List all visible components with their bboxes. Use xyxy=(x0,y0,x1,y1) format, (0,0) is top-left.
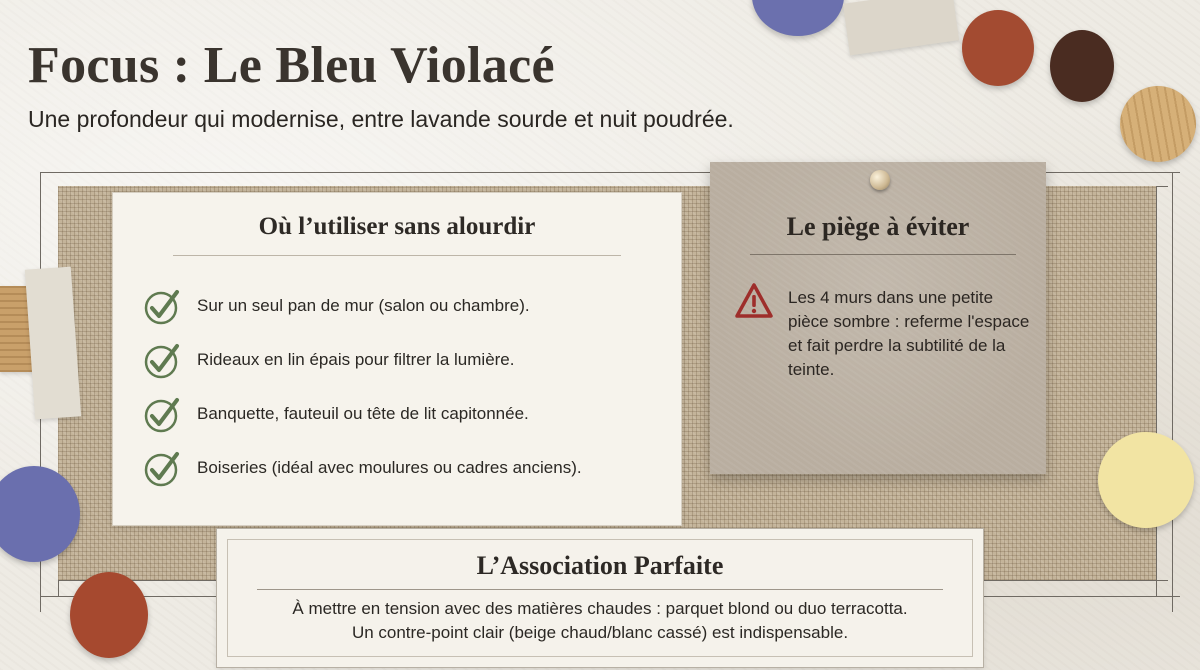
usage-item-text: Banquette, fauteuil ou tête de lit capitonnée. xyxy=(197,404,529,423)
usage-item xyxy=(143,387,582,441)
usage-panel-title: Où l’utiliser sans alourdir xyxy=(258,213,536,240)
swatch-jaune-pale xyxy=(1098,432,1194,528)
swatch-chocolat xyxy=(1050,30,1114,102)
warning-card-text: Les 4 murs dans une petite pièce sombre : referme l'espace et fait perdre la subtilité de la teinte. xyxy=(788,288,1030,379)
check-icon xyxy=(143,448,183,488)
association-line-1: À mettre en tension avec des matières chaudes : parquet blond ou duo terracotta. xyxy=(292,599,908,618)
blueprint-line-right xyxy=(1172,172,1173,612)
swatch-bois-blond xyxy=(1120,86,1196,162)
page-subtitle: Une profondeur qui modernise, entre lavande sourde et nuit poudrée. xyxy=(28,106,734,132)
page-title: Focus : Le Bleu Violacé xyxy=(28,37,555,94)
usage-item-text: Sur un seul pan de mur (salon ou chambre). xyxy=(197,296,530,315)
swatch-bleu-violace-top xyxy=(752,0,844,36)
usage-panel-divider xyxy=(173,255,621,256)
torn-paper-scrap xyxy=(843,0,959,55)
association-line-2: Un contre-point clair (beige chaud/blanc cassé) est indispensable. xyxy=(351,623,849,642)
warning-card-divider xyxy=(750,254,1016,255)
usage-item-text: Boiseries (idéal avec moulures ou cadres anciens). xyxy=(197,458,582,477)
warning-card xyxy=(710,162,1046,474)
usage-list xyxy=(143,279,582,495)
usage-item xyxy=(143,441,582,495)
association-card-divider xyxy=(257,589,943,590)
usage-item xyxy=(143,333,582,387)
association-card xyxy=(216,528,984,668)
swatch-terracotta-left xyxy=(70,572,148,658)
usage-panel xyxy=(112,192,682,526)
warning-icon xyxy=(734,282,774,320)
usage-item-text: Rideaux en lin épais pour filtrer la lumière. xyxy=(197,350,515,369)
warning-card-title: Le piège à éviter xyxy=(786,212,970,241)
usage-item xyxy=(143,279,582,333)
blueprint-line-right-inner xyxy=(1156,186,1157,596)
association-card-title: L’Association Parfaite xyxy=(476,551,724,580)
swatch-terracotta-top xyxy=(962,10,1034,86)
check-icon xyxy=(143,394,183,434)
pin-icon xyxy=(870,170,890,190)
check-icon xyxy=(143,286,183,326)
check-icon xyxy=(143,340,183,380)
